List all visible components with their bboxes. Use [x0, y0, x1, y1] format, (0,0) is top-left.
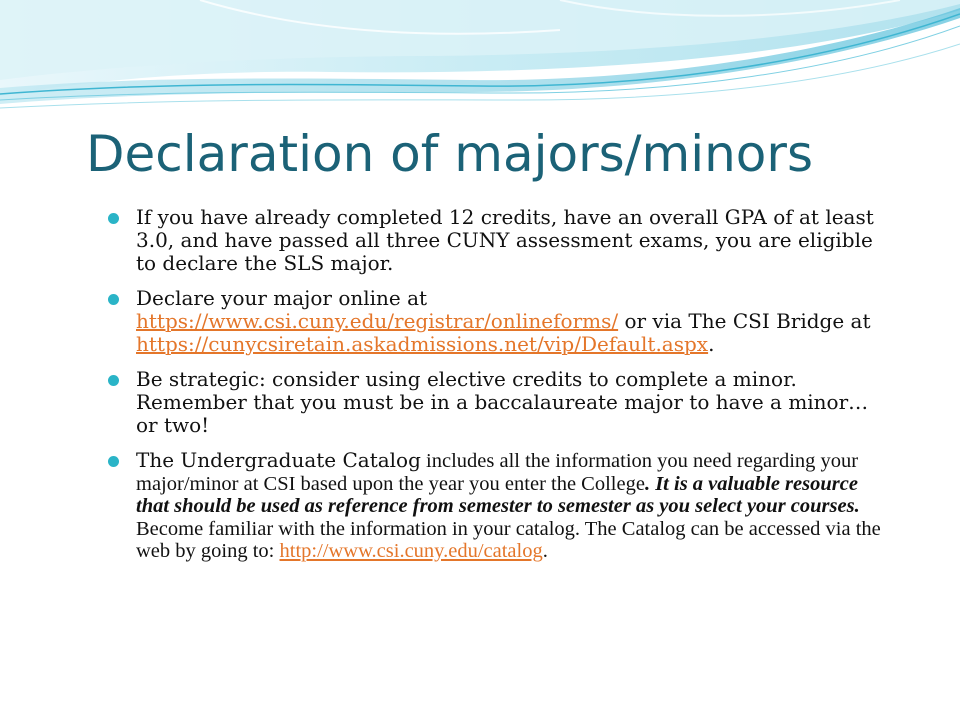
- bullet-strategic-text: Be strategic: consider using elective credits to complete a minor. Remember that you must be in a baccalaureate major to have a minor…or two!: [136, 367, 869, 437]
- bullet-catalog-part1: includes all the information you need regarding your major/minor at CSI based upon the year you enter the College: [136, 450, 859, 495]
- bullet-declare-mid: or via The CSI Bridge at: [618, 309, 871, 333]
- bullet-dot-icon: [108, 213, 119, 224]
- bullet-declare-pre: Declare your major online at: [136, 286, 428, 310]
- bullet-list: [104, 206, 884, 575]
- bullet-declare-post: .: [708, 332, 715, 356]
- bullet-catalog-lead: The Undergraduate Catalog: [136, 448, 421, 472]
- bullet-catalog: [104, 449, 884, 563]
- bullet-eligibility-text: If you have already completed 12 credits, have an overall GPA of at least 3.0, and have passed all three CUNY assessment exams, you are eligible to declare the SLS major.: [136, 205, 874, 275]
- csi-bridge-link[interactable]: https://cunycsiretain.askadmissions.net/vip/Default.aspx: [136, 332, 709, 356]
- bullet-catalog-emphasis: . It is a valuable resource that should be used as reference from semester to semester as you select your courses.: [136, 472, 860, 517]
- header-wave-decoration: [0, 0, 960, 130]
- slide-title: Declaration of majors/minors: [86, 125, 814, 183]
- bullet-dot-icon: [108, 375, 119, 386]
- bullet-catalog-post: .: [542, 540, 548, 562]
- online-forms-link[interactable]: https://www.csi.cuny.edu/registrar/onlineforms/: [136, 309, 619, 333]
- bullet-catalog-part2: Become familiar with the information in your catalog. The Catalog can be accessed via the web by going to:: [136, 517, 881, 562]
- bullet-eligibility: [104, 206, 884, 275]
- catalog-link[interactable]: http://www.csi.cuny.edu/catalog: [279, 540, 543, 562]
- bullet-dot-icon: [108, 294, 119, 305]
- bullet-declare-online: [104, 287, 884, 356]
- bullet-dot-icon: [108, 456, 119, 467]
- bullet-strategic: [104, 368, 884, 437]
